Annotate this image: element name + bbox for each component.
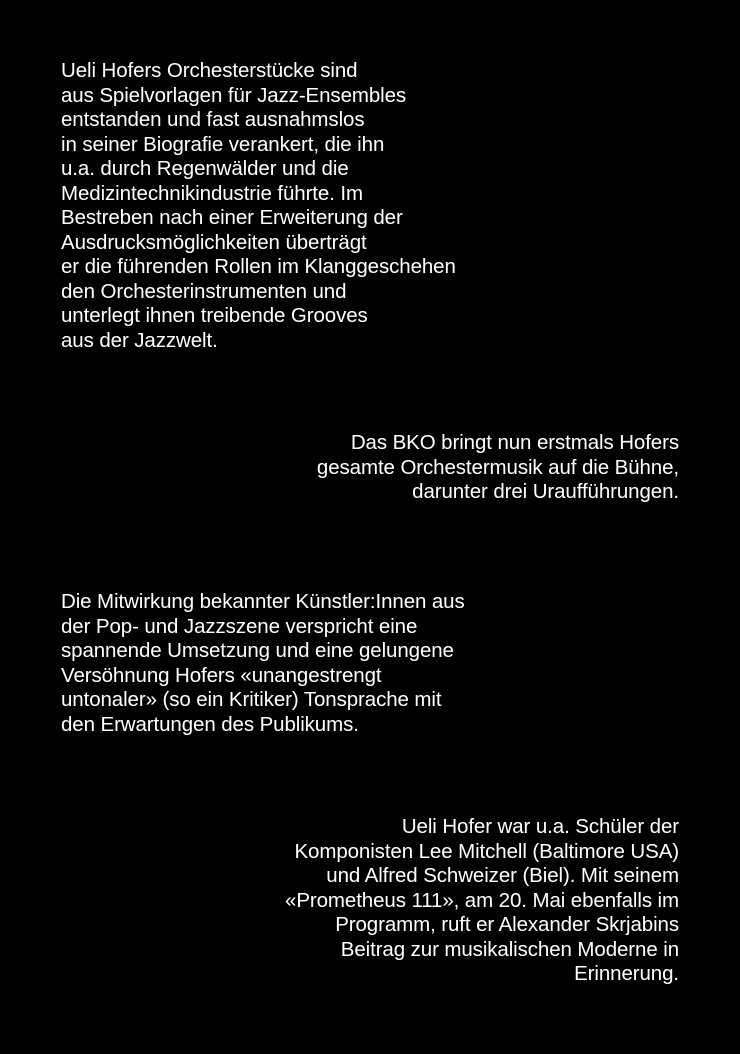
text-line: Versöhnung Hofers «unangestrengt bbox=[61, 663, 382, 687]
text-line: Erinnerung. bbox=[574, 962, 679, 985]
text-line: aus Spielvorlagen für Jazz-Ensembles bbox=[61, 83, 407, 107]
paragraph-artists bbox=[61, 590, 465, 737]
text-line: Ueli Hofers Orchesterstücke sind bbox=[61, 59, 358, 82]
text-line: Das BKO bringt nun erstmals Hofers bbox=[350, 431, 679, 454]
text-line: Medizintechnikindustrie führte. Im bbox=[61, 181, 363, 205]
text-line: u.a. durch Regenwälder und die bbox=[61, 157, 349, 180]
text-line: untonaler» (so ein Kritiker) Tonsprache mit bbox=[61, 688, 442, 711]
text-line: gesamte Orchestermusik auf die Bühne, bbox=[316, 455, 679, 479]
text-line: «Prometheus 111», am 20. Mai ebenfalls im bbox=[285, 888, 679, 912]
text-line: Ausdrucksmöglichkeiten überträgt bbox=[61, 230, 367, 254]
text-line: Die Mitwirkung bekannter Künstler:Innen aus bbox=[61, 590, 465, 613]
text-line: aus der Jazzwelt. bbox=[61, 328, 218, 352]
paragraph-intro bbox=[61, 59, 456, 353]
text-line: in seiner Biografie verankert, die ihn bbox=[61, 132, 385, 156]
text-line: entstanden und fast ausnahmslos bbox=[61, 108, 365, 131]
text-line: Komponisten Lee Mitchell (Baltimore USA) bbox=[294, 839, 679, 863]
text-line: Bestreben nach einer Erweiterung der bbox=[61, 206, 403, 229]
text-line: Programm, ruft er Alexander Skrjabins bbox=[335, 913, 679, 936]
paragraph-bko-announcement bbox=[317, 431, 679, 505]
text-line: Beitrag zur musikalischen Moderne in bbox=[340, 937, 679, 961]
text-line: Ueli Hofer war u.a. Schüler der bbox=[401, 815, 679, 838]
text-line: spannende Umsetzung und eine gelungene bbox=[61, 639, 454, 662]
text-line: darunter drei Uraufführungen. bbox=[412, 480, 679, 503]
text-line: den Erwartungen des Publikums. bbox=[61, 712, 359, 736]
text-line: er die führenden Rollen im Klanggeschehen bbox=[61, 255, 456, 278]
paragraph-biography bbox=[285, 815, 679, 987]
text-line: den Orchesterinstrumenten und bbox=[61, 279, 347, 303]
text-line: der Pop- und Jazzszene verspricht eine bbox=[61, 614, 418, 638]
text-line: unterlegt ihnen treibende Grooves bbox=[61, 304, 368, 327]
text-line: und Alfred Schweizer (Biel). Mit seinem bbox=[326, 864, 679, 887]
